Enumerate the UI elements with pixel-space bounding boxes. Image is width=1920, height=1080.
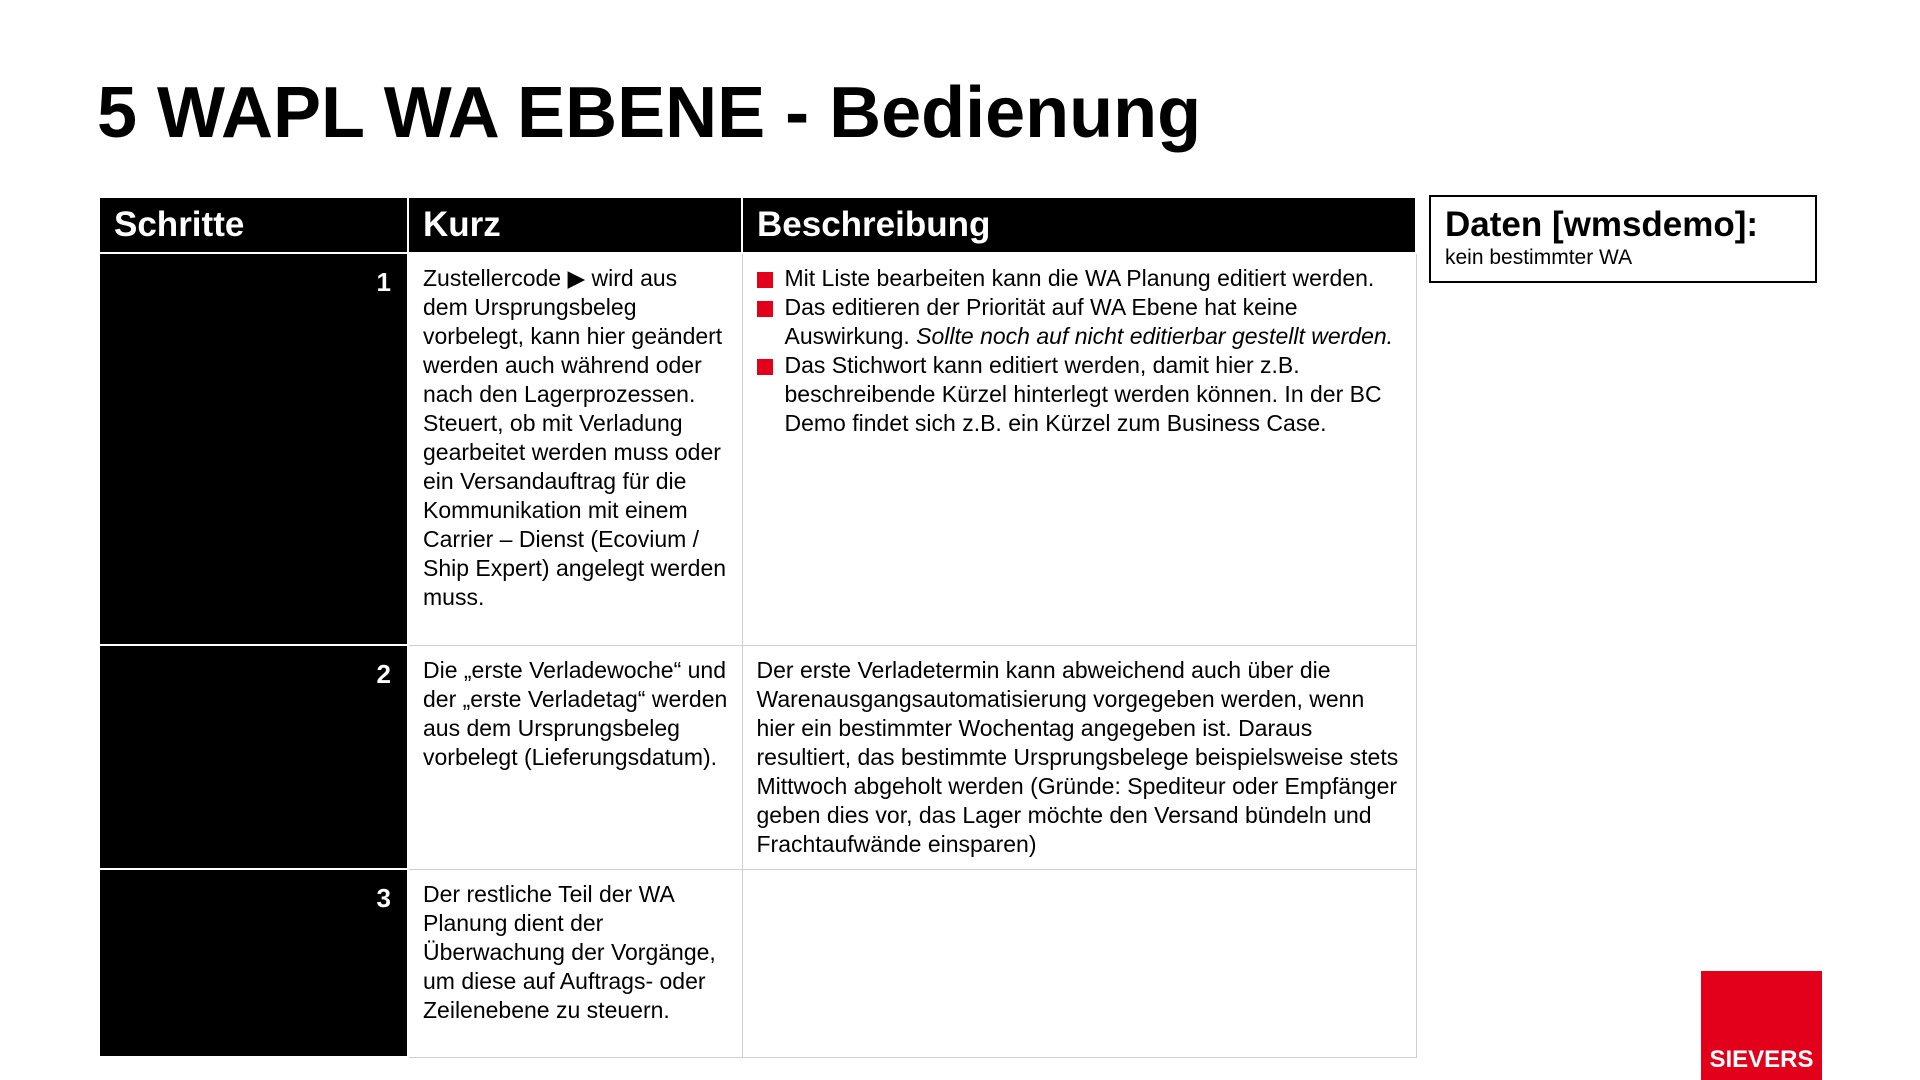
bullet-text: Das editieren der Priorität auf WA Ebene hat keine Auswirkung. xyxy=(784,294,1298,349)
sievers-logo xyxy=(1701,971,1822,1080)
daten-value: kein bestimmter WA xyxy=(1445,246,1633,269)
bullet-item xyxy=(757,351,1402,438)
step-kurz: Zustellercode ▶ wird aus dem Ursprungsbeleg vorbelegt, kann hier geändert werden auch während oder nach den Lagerprozessen. Steuert, ob mit Verladung gearbeitet werden muss oder ein Versandauftrag für die Kommunikation mit einem Carrier – Dienst (Ecovium / Ship Expert) angelegt werden muss. xyxy=(408,253,742,645)
red-square-bullet-icon xyxy=(757,272,773,288)
bullet-italic-note: Sollte noch auf nicht editierbar gestellt werden. xyxy=(916,323,1394,349)
bullet-text: Das Stichwort kann editiert werden, damit hier z.B. beschreibende Kürzel hinterlegt werden können. In der BC Demo findet sich z.B. ein Kürzel zum Business Case. xyxy=(784,352,1382,436)
bullet-item xyxy=(757,293,1402,351)
bullet-item xyxy=(757,264,1402,293)
red-square-bullet-icon xyxy=(757,301,773,317)
bullet-text: Mit Liste bearbeiten kann die WA Planung editiert werden. xyxy=(784,265,1375,291)
step-beschreibung: Der erste Verladetermin kann abweichend auch über die Warenausgangsautomatisierung vorgegeben werden, wenn hier ein bestimmter Wochentag angegeben ist. Daraus resultiert, das bestimmte Ursprungsbelege beispielsweise stets Mittwoch abgeholt werden (Gründe: Spediteur oder Empfänger geben dies vor, das Lager möchte den Versand bündeln und Frachtaufwände einsparen) xyxy=(742,645,1416,869)
step-kurz: Die „erste Verladewoche“ und der „erste Verladetag“ werden aus dem Ursprungsbeleg vorbelegt (Lieferungsdatum). xyxy=(408,645,742,869)
step-beschreibung xyxy=(742,869,1416,1057)
step-kurz: Der restliche Teil der WA Planung dient der Überwachung der Vorgänge, um diese auf Auftrags- oder Zeilenebene zu steuern. xyxy=(408,869,742,1057)
header-kurz: Kurz xyxy=(408,197,742,253)
step-number: 3 xyxy=(99,869,408,1057)
table-header-row xyxy=(99,197,1416,253)
step-number: 1 xyxy=(99,253,408,645)
table-row xyxy=(99,645,1416,869)
table-row xyxy=(99,869,1416,1057)
daten-heading: Daten [wmsdemo]: xyxy=(1445,205,1759,244)
logo-text: SIEVERS xyxy=(1709,1046,1814,1073)
header-beschreibung: Beschreibung xyxy=(742,197,1416,253)
bullet-list xyxy=(757,264,1402,438)
step-beschreibung xyxy=(742,253,1416,645)
step-number: 2 xyxy=(99,645,408,869)
page-title: 5 WAPL WA EBENE - Bedienung xyxy=(97,73,1202,153)
header-schritte: Schritte xyxy=(99,197,408,253)
red-square-bullet-icon xyxy=(757,359,773,375)
steps-table xyxy=(98,196,1417,1058)
table-row xyxy=(99,253,1416,645)
daten-box xyxy=(1429,195,1817,283)
